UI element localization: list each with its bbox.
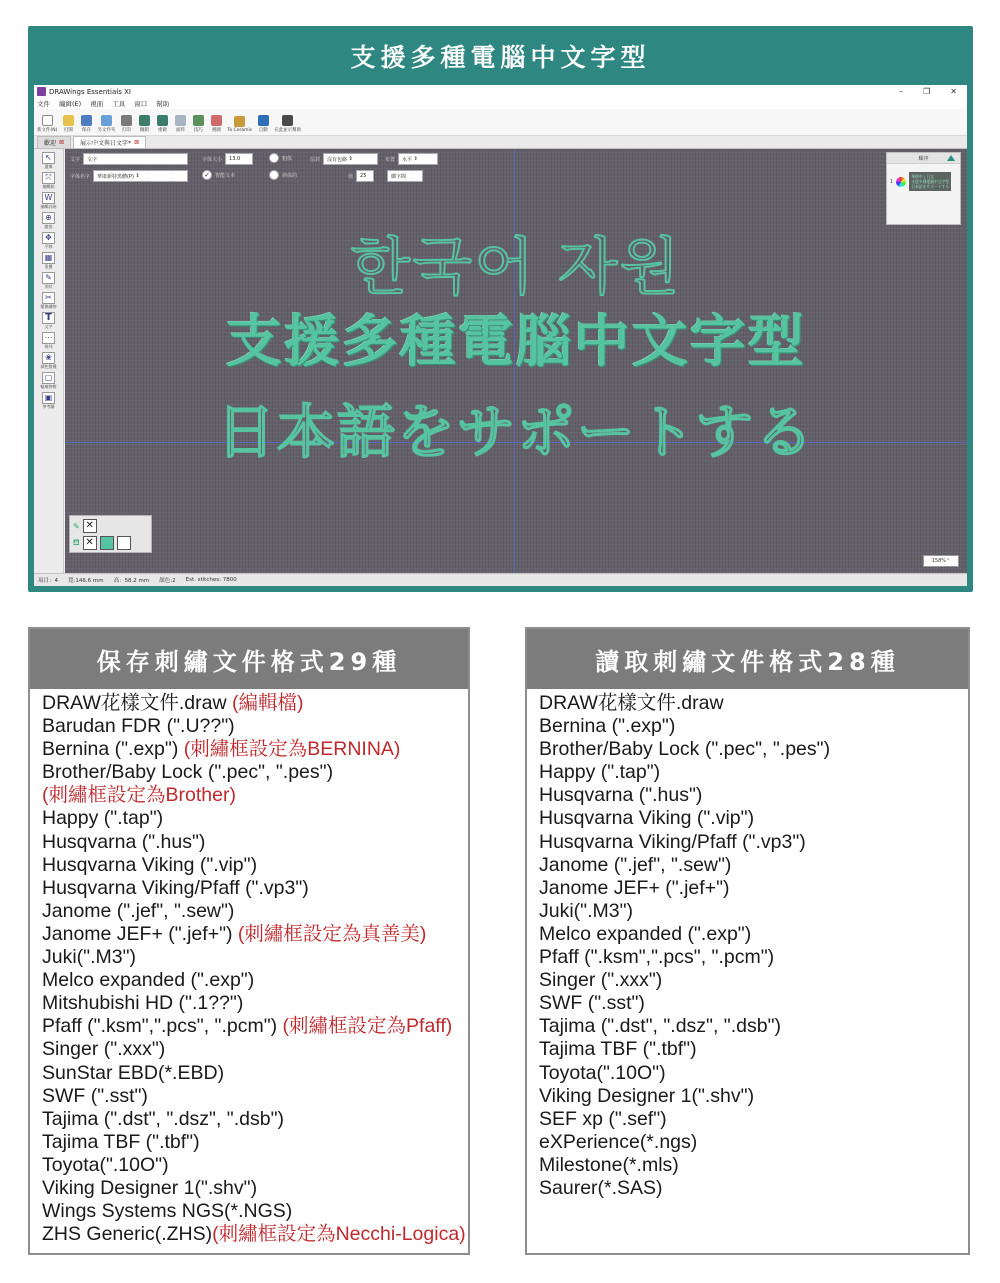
read-format-item: Viking Designer 1(".shv") <box>539 1084 755 1107</box>
value-label: 值 <box>348 173 354 180</box>
main-toolbar <box>34 109 967 136</box>
tool-color-adjust[interactable]: ❀ 調色整種 <box>40 353 57 369</box>
stitch-icon <box>193 115 204 126</box>
technique-button[interactable]: 技巧 <box>191 115 205 133</box>
format-name: Bernina (".exp") <box>42 738 184 761</box>
save-format-item <box>42 900 468 923</box>
fabric-icon <box>175 115 186 126</box>
save-folder-button[interactable]: 另文件夾 <box>97 115 115 133</box>
save-format-item <box>42 738 468 761</box>
tool-outline[interactable]: ▢ 輪廓物輕 <box>40 373 57 389</box>
window-titlebar <box>34 85 967 98</box>
fabric-button[interactable]: 面料 <box>173 115 187 133</box>
arrow-icon: ↖ <box>42 152 55 164</box>
tool-transform[interactable]: ✂ 變換繡物 <box>40 293 57 309</box>
value-input[interactable]: 25 <box>356 170 374 182</box>
app-screenshot-frame <box>28 26 973 592</box>
image-icon: ▣ <box>42 392 55 404</box>
status-bar <box>34 573 967 586</box>
save-icon <box>81 115 92 126</box>
save-format-item <box>42 877 468 900</box>
tool-zoom[interactable]: ⊕ 縮放 <box>42 212 55 230</box>
menu-edit[interactable]: 編緝(E) <box>59 100 82 108</box>
menu-tools[interactable]: 工具 <box>112 100 126 108</box>
close-tab-icon[interactable]: ⊠ <box>59 139 65 146</box>
pan-icon: ✥ <box>42 232 55 244</box>
read-format-item: DRAW花樣文件.draw <box>539 692 724 714</box>
stitch-edit-icon: W <box>42 192 55 204</box>
read-format-item: Brother/Baby Lock (".pec", ".pes") <box>539 738 831 761</box>
save-format-item <box>42 854 468 877</box>
read-format-item: Janome JEF+ (".jef+") <box>539 876 730 899</box>
view-button[interactable]: 視圖 <box>209 115 223 133</box>
save-format-item <box>42 692 468 715</box>
collapse-triangle-icon[interactable] <box>947 155 955 161</box>
bold-label: 粗体 <box>282 155 293 162</box>
save-formats-title: 保存刺繡文件格式29種 <box>30 629 468 689</box>
save-format-item <box>42 1131 468 1154</box>
font-size-input[interactable]: 13.0 <box>225 153 253 165</box>
format-name: Janome (".jef", ".sew") <box>42 899 235 922</box>
format-name: SunStar EBD(*.EBD) <box>42 1061 225 1084</box>
auto-icon <box>258 115 269 126</box>
folder-save-icon <box>101 115 112 126</box>
tool-reference-image[interactable]: ▣ 參考圖 <box>42 393 55 409</box>
save-format-item <box>42 1085 468 1108</box>
format-name: Pfaff (".ksm",".pcs", ".pcm") <box>42 1015 283 1038</box>
close-button[interactable]: ✕ <box>950 87 957 96</box>
tool-palette <box>34 149 64 573</box>
read-format-item: eXPerience(*.ngs) <box>539 1130 698 1153</box>
status-width: 寬:146.6 mm <box>68 578 104 584</box>
save-format-item <box>42 1108 468 1131</box>
save-format-item <box>42 946 468 969</box>
save-formats-list <box>30 689 468 1246</box>
read-format-item: Janome (".jef", ".sew") <box>539 853 732 876</box>
zoom-level[interactable]: 158%⌃ <box>923 555 959 567</box>
menu-help[interactable]: 幫助 <box>156 100 170 108</box>
menu-bar <box>34 98 967 109</box>
restore-button[interactable]: ❐ <box>923 87 931 96</box>
canvas-korean-text[interactable]: 한국어 자원 <box>350 230 682 303</box>
read-format-item: Pfaff (".ksm",".pcs", ".pcm") <box>539 946 775 969</box>
italic-label: 斜体的 <box>282 172 298 179</box>
read-format-item: Singer (".xxx") <box>539 969 663 992</box>
read-format-item: Happy (".tap") <box>539 761 661 784</box>
text-properties-bar <box>65 149 465 189</box>
format-name: Juki(".M3") <box>42 946 137 969</box>
auto-button[interactable]: 自動 <box>256 115 270 133</box>
save-format-item <box>42 1062 468 1085</box>
font-name-label: 字体名字 <box>70 173 91 180</box>
status-items: 項目：4 <box>38 578 58 584</box>
format-name: ZHS Generic(.ZHS) <box>42 1223 213 1246</box>
save-format-item <box>42 1223 468 1246</box>
format-name: DRAW花樣文件.draw <box>42 692 232 714</box>
tool-edit-stitches[interactable]: W 編輯針跡 <box>40 193 57 209</box>
zoom-icon: ⊕ <box>42 212 55 224</box>
format-name: Wings Systems NGS(*.NGS) <box>42 1200 293 1223</box>
read-format-item: Saurer(*.SAS) <box>539 1176 663 1199</box>
read-formats-list <box>527 689 968 1200</box>
read-format-item: Melco expanded (".exp") <box>539 922 752 945</box>
read-format-item: Bernina (".exp") <box>539 715 676 738</box>
save-format-item <box>42 831 468 854</box>
save-format-item <box>42 969 468 992</box>
envelope-label: 信封 <box>310 156 321 163</box>
ceramic-icon <box>234 116 245 127</box>
canvas-chinese-text[interactable]: 支援多種電腦中文字型 <box>226 310 806 375</box>
save-format-item <box>42 761 468 784</box>
save-button[interactable]: 保存 <box>79 115 93 133</box>
redo-icon <box>157 115 168 126</box>
to-ceramic-button[interactable]: To Ceramic <box>227 116 252 133</box>
save-format-item <box>42 1177 468 1200</box>
read-format-item: Toyota(".10O") <box>539 1061 666 1084</box>
redo-button[interactable]: 重做 <box>155 115 169 133</box>
document-tabs <box>34 136 967 149</box>
envelope-select[interactable]: 沒有包絡 ⇕ <box>323 153 378 165</box>
tool-pan[interactable]: ✥ 平移 <box>42 232 55 250</box>
read-format-item: Tajima (".dst", ".dsz", ".dsb") <box>539 1015 782 1038</box>
color-strip <box>69 515 152 553</box>
hoop-setting-note: (刺繡框設定為真善美) <box>237 922 427 945</box>
new-file-icon <box>42 115 53 126</box>
format-name: Barudan FDR (".U??") <box>42 715 235 738</box>
tool-overlap[interactable]: ▦ 重疊 <box>42 252 55 270</box>
read-format-item: Juki(".M3") <box>539 899 634 922</box>
format-name: Tajima TBF (".tbf") <box>42 1130 200 1153</box>
tool-text[interactable]: T 文字 <box>42 312 55 330</box>
undo-icon <box>139 115 150 126</box>
no-color-swatch[interactable]: ✕ <box>83 519 97 533</box>
status-colors: 顏色:2 <box>159 578 176 584</box>
view-icon <box>211 115 222 126</box>
italic-toggle[interactable] <box>269 170 279 180</box>
format-name: Mitshubishi HD (".1??") <box>42 992 244 1015</box>
read-format-item: Tajima TBF (".tbf") <box>539 1038 697 1061</box>
save-format-item <box>42 1200 468 1223</box>
no-fill-swatch[interactable]: ✕ <box>83 536 97 550</box>
tool-edit-points[interactable]: ⤧ 編輯點 <box>42 173 55 189</box>
save-format-item <box>42 807 468 830</box>
format-name: Tajima (".dst", ".dsz", ".dsb") <box>42 1107 285 1130</box>
hoop-setting-note: (刺繡框設定為Pfaff) <box>282 1015 453 1038</box>
read-format-item: SWF (".sst") <box>539 992 645 1015</box>
sequence-thumbnail: 華僑中 | 日文 支援多種電腦中文字型 日本語をサポートする <box>911 174 950 189</box>
font-size-label: 字体大小 <box>202 156 223 163</box>
smart-text-checkbox[interactable]: ✓ <box>202 170 212 180</box>
window-title: DRAWings Essentials XI <box>49 87 131 96</box>
save-formats-panel <box>28 627 470 1255</box>
white-swatch[interactable] <box>117 536 131 550</box>
format-name: Toyota(".10O") <box>42 1153 169 1176</box>
text-icon: T <box>42 312 55 324</box>
context-help-button[interactable]: 在此並示幫助 <box>274 115 301 133</box>
smart-text-label: 智能文本 <box>215 172 236 179</box>
window-controls <box>899 87 967 96</box>
sequence-title: 順序 <box>918 155 929 162</box>
hoop-setting-note: (刺繡框設定為BERNINA) <box>183 738 401 761</box>
new-file-button[interactable]: 新文件(N) <box>37 115 57 133</box>
tab-welcome[interactable]: 歡迎 ⊠ <box>37 136 71 148</box>
tool-select[interactable]: ↖ 選擇 <box>42 152 55 170</box>
format-name: Singer (".xxx") <box>42 1038 166 1061</box>
save-format-item <box>42 992 468 1015</box>
work-area <box>34 149 967 573</box>
save-format-item <box>42 715 468 738</box>
node-icon: ⤧ <box>42 172 55 184</box>
read-format-item: Husqvarna Viking (".vip") <box>539 807 755 830</box>
save-format-item <box>42 923 468 946</box>
menu-window[interactable]: 窗口 <box>134 100 148 108</box>
format-name: Husqvarna Viking (".vip") <box>42 853 258 876</box>
printer-icon <box>121 115 132 126</box>
color-wheel-icon <box>896 177 906 187</box>
transform-icon: ✂ <box>42 292 55 304</box>
tool-arrange[interactable]: ⋯ 排列 <box>42 332 55 350</box>
design-canvas[interactable] <box>65 149 967 573</box>
hoop-setting-note: (刺繡框設定為Brother) <box>42 784 236 807</box>
read-format-item: Milestone(*.mls) <box>539 1153 679 1176</box>
format-name: Husqvarna (".hus") <box>42 830 206 853</box>
read-formats-panel <box>525 627 970 1255</box>
folder-icon <box>63 115 74 126</box>
help-pointer-icon <box>282 115 293 126</box>
canvas-japanese-text[interactable]: 日本語をサポートする <box>216 398 816 466</box>
arrange-icon: ⋯ <box>42 332 55 344</box>
text-input[interactable]: 文字 <box>83 153 188 165</box>
kerning-button[interactable]: 綁字間 <box>387 170 423 182</box>
format-name: SWF (".sst") <box>42 1084 148 1107</box>
app-logo-icon <box>37 87 46 96</box>
hoop-setting-note: (刺繡框設定為Necchi-Logica) <box>212 1223 466 1246</box>
outline-icon: ▢ <box>42 372 55 384</box>
text-label: 文字 <box>70 156 81 163</box>
read-format-item: Husqvarna (".hus") <box>539 784 703 807</box>
layout-label: 布置 <box>385 156 396 163</box>
read-formats-title: 讀取刺繡文件格式28種 <box>527 629 968 689</box>
close-tab-icon[interactable]: ⊠ <box>134 139 140 146</box>
save-format-item <box>42 784 468 807</box>
app-window <box>34 85 967 586</box>
sequence-panel <box>886 152 961 225</box>
status-height: 高：58.2 mm <box>113 578 150 584</box>
sequence-header <box>887 153 960 164</box>
undo-button[interactable]: 撤銷 <box>137 115 151 133</box>
save-format-item <box>42 1154 468 1177</box>
tool-shape[interactable]: ✎ 形狀 <box>42 272 55 290</box>
shape-icon: ✎ <box>42 272 55 284</box>
green-swatch[interactable] <box>100 536 114 550</box>
print-button[interactable]: 打印 <box>119 115 133 133</box>
tab-document[interactable]: 展示中文與日文字* ⊠ <box>73 136 146 148</box>
sequence-item[interactable]: 1 華僑中 | 日文 支援多種電腦中文字型 日本語をサポートする <box>890 174 950 189</box>
read-format-item: Husqvarna Viking/Pfaff (".vp3") <box>539 830 806 853</box>
minimize-button[interactable]: – <box>899 87 904 96</box>
format-name: Viking Designer 1(".shv") <box>42 1176 258 1199</box>
save-format-item <box>42 1038 468 1061</box>
font-name-select[interactable]: 華康新特黑體(P) ⇕ <box>93 170 188 182</box>
format-name: Happy (".tap") <box>42 807 164 830</box>
fill-bucket-icon[interactable]: ⛾ <box>73 538 80 547</box>
open-button[interactable]: 打開 <box>61 115 75 133</box>
banner-title: 支援多種電腦中文字型 <box>350 43 651 72</box>
menu-file[interactable]: 文件 <box>37 100 50 108</box>
bold-toggle[interactable] <box>269 153 279 163</box>
status-stitches: Est. stitches: 7800 <box>185 577 237 583</box>
read-format-item: SEF xp (".sef") <box>539 1107 667 1130</box>
hoop-setting-note: (編輯檔) <box>231 692 304 714</box>
format-name: Brother/Baby Lock (".pec", ".pes") <box>42 761 334 784</box>
palette-icon: ❀ <box>42 352 55 364</box>
pencil-icon[interactable]: ✎ <box>73 521 80 531</box>
save-format-item <box>42 1015 468 1038</box>
overlap-icon: ▦ <box>42 252 55 264</box>
layout-select[interactable]: 水平 ⇕ <box>398 153 438 165</box>
format-name: Janome JEF+ (".jef+") <box>42 922 238 945</box>
menu-view[interactable]: 視面 <box>90 100 104 108</box>
format-name: Melco expanded (".exp") <box>42 969 255 992</box>
format-name: Husqvarna Viking/Pfaff (".vp3") <box>42 876 309 899</box>
